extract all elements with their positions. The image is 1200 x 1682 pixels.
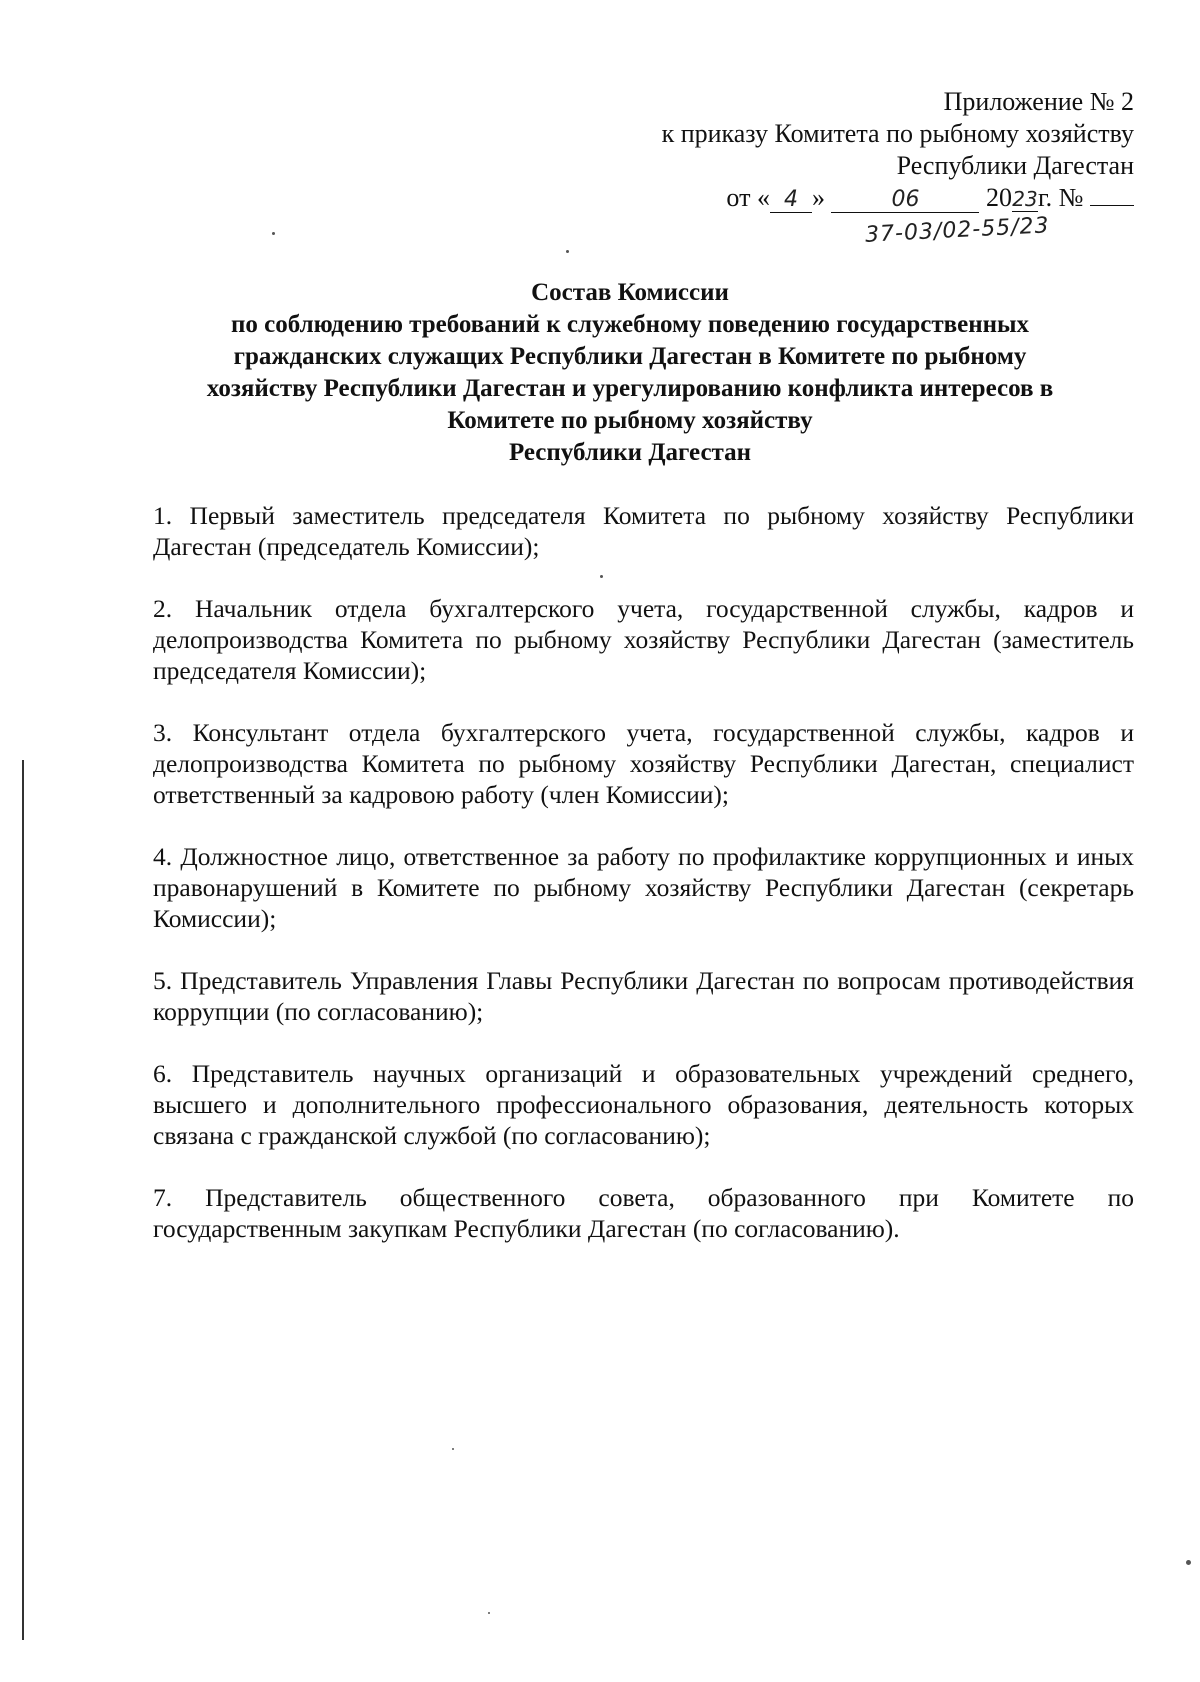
date-year-end: г. № <box>1037 183 1084 212</box>
list-item: 7. Представитель общественного совета, образованного при Комитете по государственным закупкам Республики Дагестан (по согласованию). <box>153 1183 1134 1243</box>
scan-speck <box>452 1448 454 1450</box>
list-item: 3. Консультант отдела бухгалтерского учета, государственной службы, кадров и делопроизводства Комитета по рыбному хозяйству Республики Дагестан, специалист ответственный за кадровою работу (член Комиссии); <box>153 718 1134 809</box>
commission-members-list <box>153 500 1134 1244</box>
appendix-number: Приложение № 2 <box>943 87 1134 116</box>
date-mid: » <box>811 183 825 212</box>
date-year-suffix: 23 <box>1012 187 1038 211</box>
date-month: 06 <box>831 188 979 213</box>
title-line-2: по соблюдению требований к служебному поведению государственных <box>230 311 1030 338</box>
scan-margin-line <box>22 760 24 1640</box>
appendix-header <box>662 86 1134 214</box>
title-line-5: Комитете по рыбному хозяйству <box>447 407 813 434</box>
scan-speck <box>488 1612 490 1614</box>
list-item: 6. Представитель научных организаций и образовательных учреждений среднего, высшего и дополнительного профессионального образования, деятельность которых связана с гражданской службой (по согласованию); <box>153 1059 1134 1150</box>
scan-speck <box>272 232 275 235</box>
order-date-line <box>662 182 1134 214</box>
date-day: 4 <box>770 188 812 213</box>
date-year-prefix: 20 <box>985 183 1012 212</box>
list-item: 4. Должностное лицо, ответственное за работу по профилактике коррупционных и иных правонарушений в Комитете по рыбному хозяйству Республики Дагестан (секретарь Комиссии); <box>153 842 1134 933</box>
list-item: 2. Начальник отдела бухгалтерского учета, государственной службы, кадров и делопроизводства Комитета по рыбному хозяйству Республики Дагестан (заместитель председателя Комиссии); <box>153 594 1134 685</box>
title-line-4: хозяйству Республики Дагестан и урегулированию конфликта интересов в <box>206 375 1054 402</box>
order-number-blank <box>1090 205 1134 206</box>
date-prefix: от « <box>726 183 770 212</box>
title-line-1: Состав Комиссии <box>531 279 729 306</box>
scan-speck <box>1186 1560 1191 1565</box>
scan-speck <box>600 575 603 578</box>
scan-speck <box>566 250 569 253</box>
title-line-3: гражданских служащих Республики Дагестан в Комитете по рыбному <box>233 343 1027 370</box>
title-line-6: Республики Дагестан <box>508 439 752 466</box>
appendix-republic: Республики Дагестан <box>896 151 1134 180</box>
document-title <box>150 277 1110 469</box>
appendix-order-ref: к приказу Комитета по рыбному хозяйству <box>661 119 1134 148</box>
list-item: 1. Первый заместитель председателя Комитета по рыбному хозяйству Республики Дагестан (председатель Комиссии); <box>153 501 1134 561</box>
handwritten-reg-number: 37-03/02-55/23 <box>864 213 1051 248</box>
list-item: 5. Представитель Управления Главы Республики Дагестан по вопросам противодействия коррупции (по согласованию); <box>153 966 1134 1026</box>
